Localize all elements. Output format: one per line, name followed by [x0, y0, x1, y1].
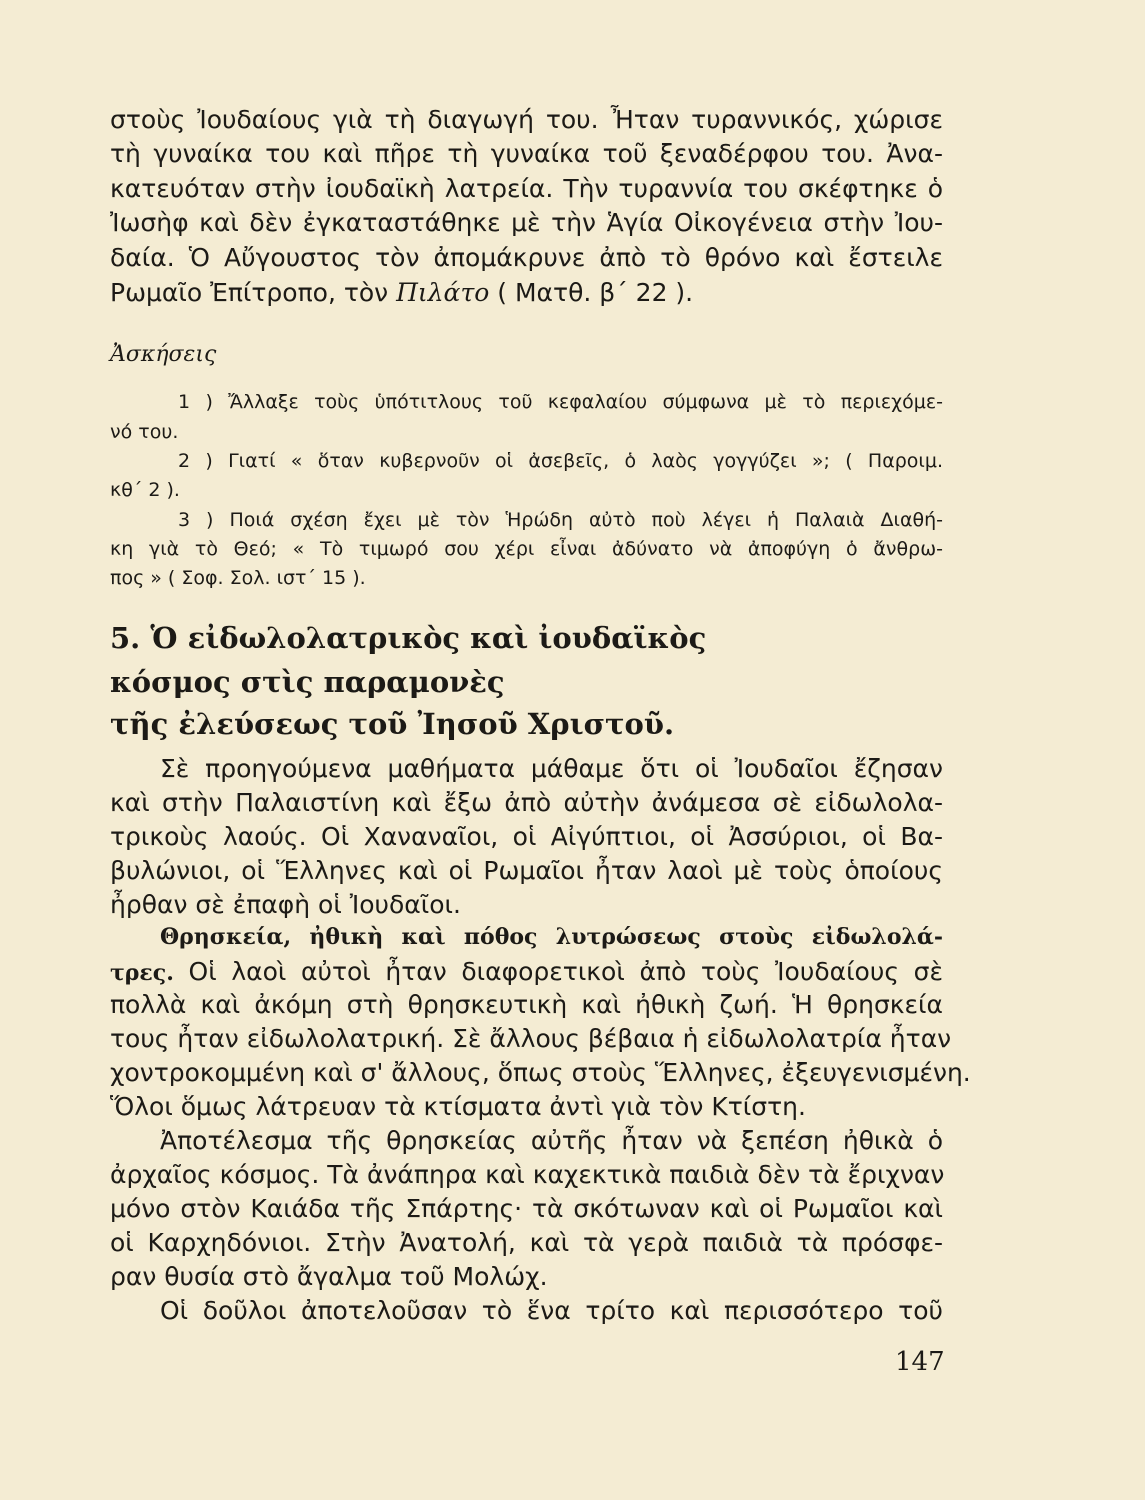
intro-last-line — [110, 276, 943, 310]
intro-line: Ἰωσὴφ καὶ δὲν ἐγκαταστάθηκε μὲ τὴν Ἁγία Οἰκογένεια στὴν Ἰου- — [110, 208, 943, 237]
section-heading: τῆς ἐλεύσεως τοῦ Ἰησοῦ Χριστοῦ. — [110, 707, 675, 741]
page-number: 147 — [895, 1347, 945, 1377]
exercise-line: 2 ) Γιατί « ὅταν κυβερνοῦν οἱ ἀσεβεῖς, ὁ λαὸς γογγύζει »; ( Παροιμ. — [178, 450, 943, 472]
body-line: βυλώνιοι, οἱ Ἕλληνες καὶ οἱ Ρωμαῖοι ἦταν λαοὶ μὲ τοὺς ὁποίους — [110, 856, 943, 885]
intro-line: τὴ γυναίκα του καὶ πῆρε τὴ γυναίκα τοῦ ξεναδέρφου του. Ἀνα- — [110, 139, 943, 168]
section-heading: 5. Ὁ εἰδωλολατρικὸς καὶ ἰουδαϊκὸς — [110, 621, 707, 655]
exercise-line: κη γιὰ τὸ Θεό; « Τὸ τιμωρό σου χέρι εἶναι ἀδύνατο νὰ ἀποφύγη ὁ ἄνθρω- — [110, 538, 943, 560]
body-line: Σὲ προηγούμενα μαθήματα μάθαμε ὅτι οἱ Ἰουδαῖοι ἔζησαν — [160, 754, 943, 783]
body-line: ἦρθαν σὲ ἐπαφὴ οἱ Ἰουδαῖοι. — [110, 890, 461, 919]
subheading: Θρησκεία, ἠθικὴ καὶ πόθος λυτρώσεως στοὺς εἰδωλολά- — [160, 924, 943, 950]
body-line: καὶ στὴν Παλαιστίνη καὶ ἔξω ἀπὸ αὐτὴν ἀνάμεσα σὲ εἰδωλολα- — [110, 788, 943, 817]
intro-line: δαία. Ὁ Αὔγουστος τὸν ἀπομάκρυνε ἀπὸ τὸ θρόνο καὶ ἔστειλε — [110, 243, 943, 272]
intro-line: κατευόταν στὴν ἰουδαϊκὴ λατρεία. Τὴν τυραννία του σκέφτηκε ὁ — [110, 174, 943, 203]
body-line: τους ἦταν εἰδωλολατρική. Σὲ ἄλλους βέβαια ἡ εἰδωλολατρία ἦταν — [110, 1024, 952, 1053]
exercises-title: Ἀσκήσεις — [110, 342, 217, 367]
exercise-line: 3 ) Ποιά σχέση ἔχει μὲ τὸν Ἡρώδη αὐτὸ ποὺ λέγει ἡ Παλαιὰ Διαθή- — [178, 509, 943, 531]
body-line: ἀρχαῖος κόσμος. Τὰ ἀνάπηρα καὶ καχεκτικὰ παιδιὰ δὲν τὰ ἔριχναν — [110, 1160, 945, 1189]
italic-name: Πιλάτο — [396, 278, 490, 307]
body-line: οἱ Καρχηδόνιοι. Στὴν Ἀνατολή, καὶ τὰ γερὰ παιδιὰ τὰ πρόσφε- — [110, 1228, 943, 1257]
intro-reference: ( Ματθ. β΄ 22 ). — [489, 278, 694, 307]
body-line — [110, 955, 943, 990]
body-line: ραν θυσία στὸ ἄγαλμα τοῦ Μολώχ. — [110, 1262, 548, 1291]
subheading-end: τρες. — [110, 960, 174, 986]
body-line: Ἀποτέλεσμα τῆς θρησκείας αὐτῆς ἦταν νὰ ξεπέση ἠθικὰ ὁ — [160, 1126, 943, 1155]
exercise-line: πος » ( Σοφ. Σολ. ιστ΄ 15 ). — [110, 567, 366, 589]
body-line: Οἱ δοῦλοι ἀποτελοῦσαν τὸ ἕνα τρίτο καὶ περισσότερο τοῦ — [160, 1296, 943, 1325]
body-line: τρικοὺς λαούς. Οἱ Χαναναῖοι, οἱ Αἰγύπτιοι, οἱ Ἀσσύριοι, οἱ Βα- — [110, 822, 943, 851]
intro-text: Ρωμαῖο Ἐπίτροπο, τὸν — [110, 278, 397, 307]
exercise-line: 1 ) Ἄλλαξε τοὺς ὑπότιτλους τοῦ κεφαλαίου σύμφωνα μὲ τὸ περιεχόμε- — [178, 391, 943, 413]
body-line: χοντροκομμένη καὶ σ' ἄλλους, ὅπως στοὺς Ἕλληνες, ἐξευγενισμένη. — [110, 1058, 971, 1087]
body-line: μόνο στὸν Καιάδα τῆς Σπάρτης· τὰ σκότωναν καὶ οἱ Ρωμαῖοι καὶ — [110, 1194, 943, 1223]
body-text: Οἱ λαοὶ αὐτοὶ ἦταν διαφορετικοὶ ἀπὸ τοὺς Ἰουδαίους σὲ — [173, 957, 943, 986]
intro-line: στοὺς Ἰουδαίους γιὰ τὴ διαγωγή του. Ἦταν τυραννικός, χώρισε — [110, 105, 943, 134]
exercise-line: κθ΄ 2 ). — [110, 479, 180, 501]
exercise-line: νό του. — [110, 421, 179, 443]
body-line: Ὅλοι ὅμως λάτρευαν τὰ κτίσματα ἀντὶ γιὰ τὸν Κτίστη. — [110, 1092, 806, 1121]
section-heading: κόσμος στὶς παραμονὲς — [110, 665, 505, 699]
body-line: πολλὰ καὶ ἀκόμη στὴ θρησκευτικὴ καὶ ἠθικὴ ζωή. Ἡ θρησκεία — [110, 990, 943, 1019]
